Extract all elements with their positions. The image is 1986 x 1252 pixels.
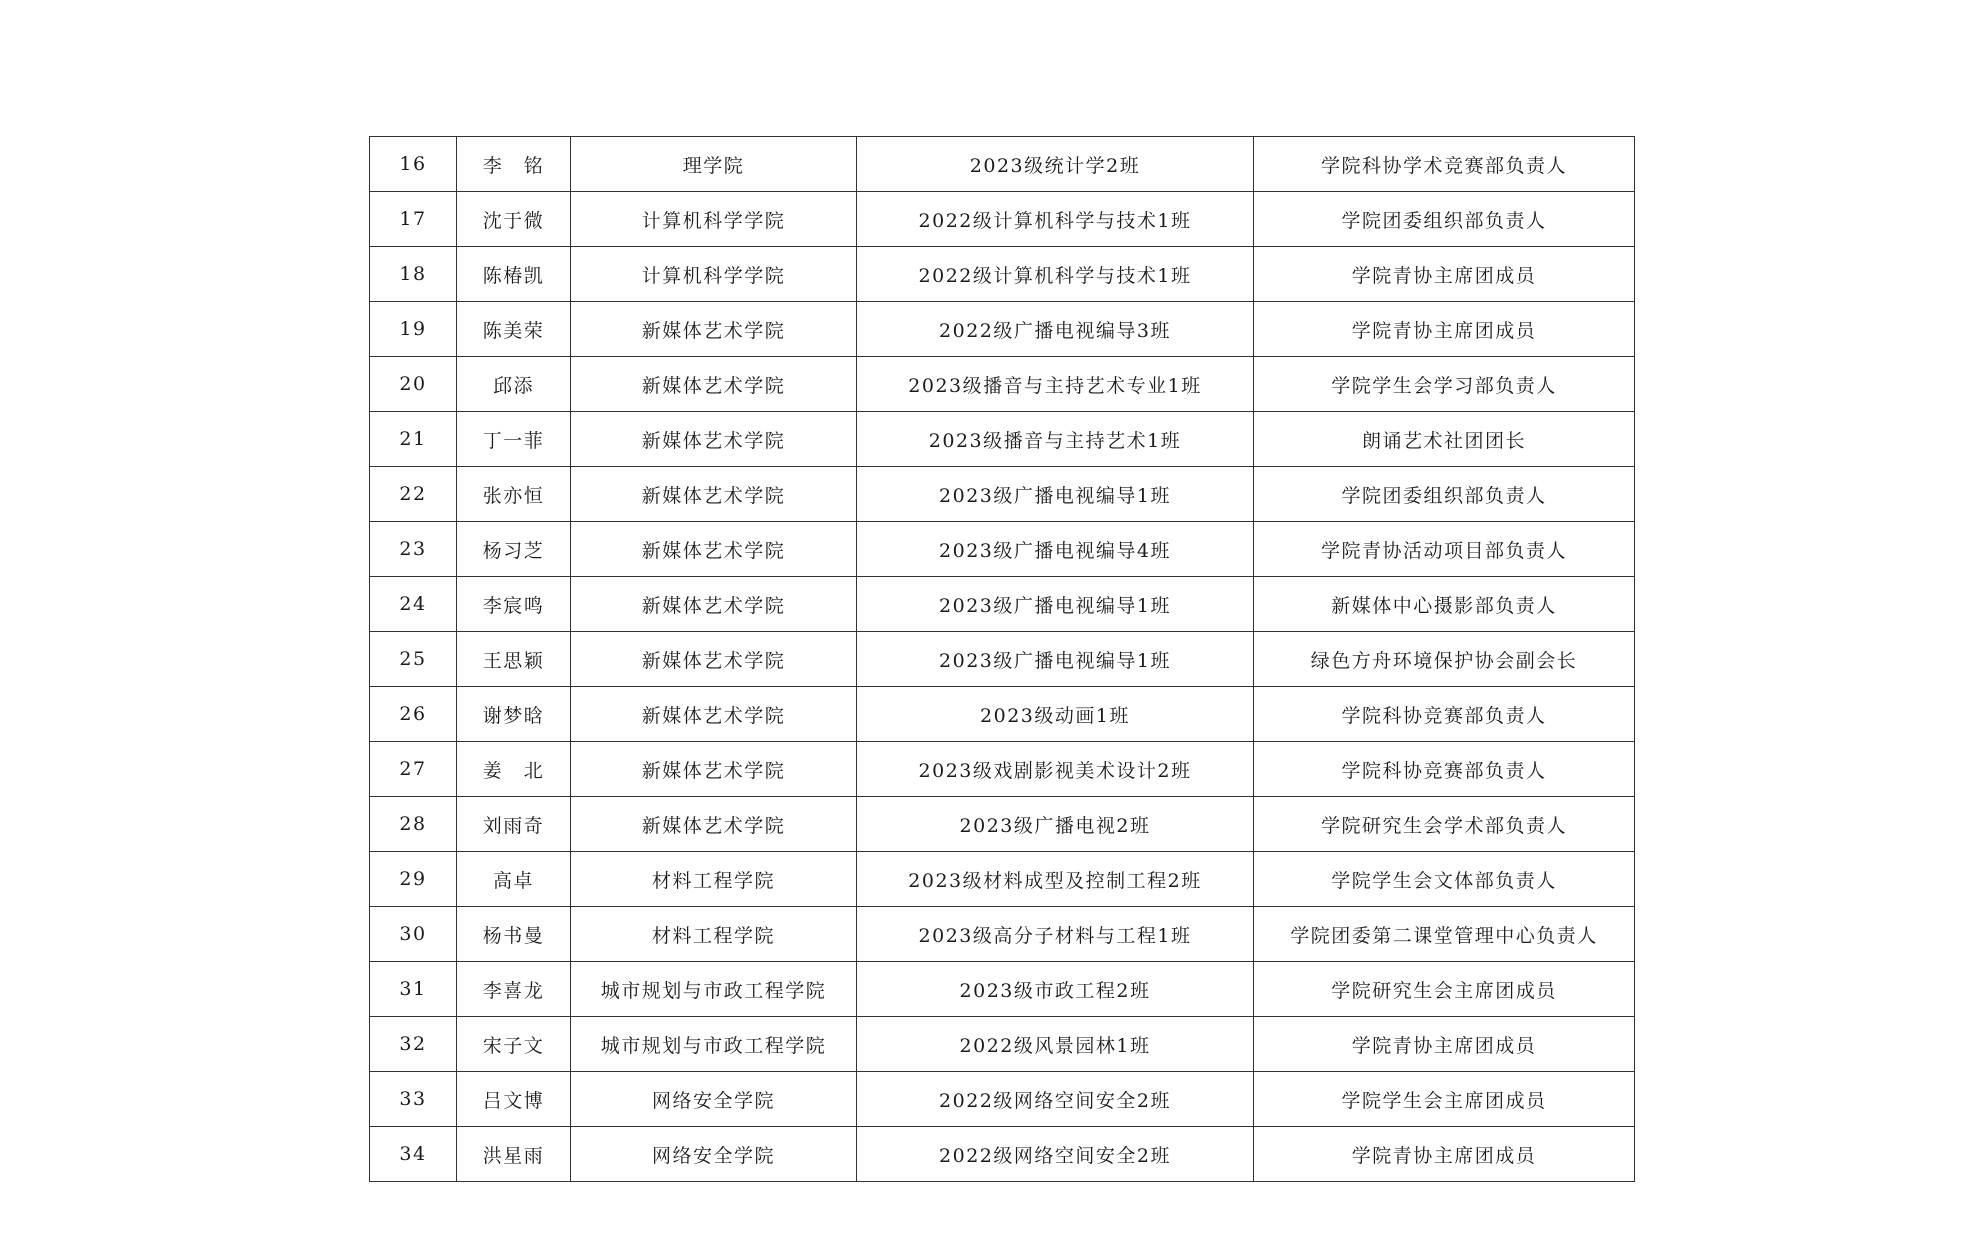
cell-role: 学院研究生会学术部负责人 bbox=[1254, 797, 1635, 852]
cell-name: 张亦恒 bbox=[457, 467, 571, 522]
cell-role: 学院青协主席团成员 bbox=[1254, 1017, 1635, 1072]
table-row bbox=[370, 687, 1635, 742]
roster-table bbox=[369, 136, 1635, 1182]
cell-index: 29 bbox=[370, 852, 457, 907]
table-row bbox=[370, 522, 1635, 577]
cell-class: 2023级播音与主持艺术1班 bbox=[857, 412, 1254, 467]
table-row bbox=[370, 797, 1635, 852]
cell-college: 材料工程学院 bbox=[571, 852, 857, 907]
table-row bbox=[370, 852, 1635, 907]
cell-class: 2022级计算机科学与技术1班 bbox=[857, 247, 1254, 302]
table-row bbox=[370, 467, 1635, 522]
cell-role: 学院学生会学习部负责人 bbox=[1254, 357, 1635, 412]
cell-name: 洪星雨 bbox=[457, 1127, 571, 1182]
cell-college: 新媒体艺术学院 bbox=[571, 467, 857, 522]
cell-college: 新媒体艺术学院 bbox=[571, 742, 857, 797]
cell-college: 新媒体艺术学院 bbox=[571, 687, 857, 742]
cell-class: 2022级广播电视编导3班 bbox=[857, 302, 1254, 357]
cell-name: 吕文博 bbox=[457, 1072, 571, 1127]
cell-name: 李宸鸣 bbox=[457, 577, 571, 632]
cell-class: 2023级广播电视编导1班 bbox=[857, 467, 1254, 522]
cell-class: 2023级统计学2班 bbox=[857, 137, 1254, 192]
cell-college: 新媒体艺术学院 bbox=[571, 797, 857, 852]
cell-college: 城市规划与市政工程学院 bbox=[571, 962, 857, 1017]
cell-index: 19 bbox=[370, 302, 457, 357]
cell-index: 30 bbox=[370, 907, 457, 962]
table-row bbox=[370, 412, 1635, 467]
cell-index: 24 bbox=[370, 577, 457, 632]
cell-role: 学院青协主席团成员 bbox=[1254, 1127, 1635, 1182]
cell-name: 杨书曼 bbox=[457, 907, 571, 962]
cell-college: 新媒体艺术学院 bbox=[571, 577, 857, 632]
cell-class: 2023级广播电视2班 bbox=[857, 797, 1254, 852]
cell-class: 2023级高分子材料与工程1班 bbox=[857, 907, 1254, 962]
cell-name: 杨习芝 bbox=[457, 522, 571, 577]
cell-role: 学院青协活动项目部负责人 bbox=[1254, 522, 1635, 577]
table-row bbox=[370, 1072, 1635, 1127]
cell-role: 学院科协竞赛部负责人 bbox=[1254, 687, 1635, 742]
cell-class: 2022级网络空间安全2班 bbox=[857, 1127, 1254, 1182]
cell-class: 2023级广播电视编导1班 bbox=[857, 577, 1254, 632]
cell-name: 姜 北 bbox=[457, 742, 571, 797]
cell-name: 谢梦晗 bbox=[457, 687, 571, 742]
cell-college: 理学院 bbox=[571, 137, 857, 192]
cell-class: 2022级风景园林1班 bbox=[857, 1017, 1254, 1072]
cell-name: 宋子文 bbox=[457, 1017, 571, 1072]
table-row bbox=[370, 577, 1635, 632]
cell-index: 16 bbox=[370, 137, 457, 192]
cell-college: 新媒体艺术学院 bbox=[571, 357, 857, 412]
cell-class: 2023级动画1班 bbox=[857, 687, 1254, 742]
table-row bbox=[370, 1017, 1635, 1072]
cell-class: 2023级广播电视编导1班 bbox=[857, 632, 1254, 687]
cell-college: 城市规划与市政工程学院 bbox=[571, 1017, 857, 1072]
cell-college: 材料工程学院 bbox=[571, 907, 857, 962]
cell-index: 17 bbox=[370, 192, 457, 247]
cell-college: 计算机科学学院 bbox=[571, 247, 857, 302]
cell-class: 2022级网络空间安全2班 bbox=[857, 1072, 1254, 1127]
table-row bbox=[370, 357, 1635, 412]
cell-index: 25 bbox=[370, 632, 457, 687]
cell-role: 朗诵艺术社团团长 bbox=[1254, 412, 1635, 467]
table-row bbox=[370, 137, 1635, 192]
cell-role: 学院研究生会主席团成员 bbox=[1254, 962, 1635, 1017]
cell-role: 学院青协主席团成员 bbox=[1254, 302, 1635, 357]
cell-index: 27 bbox=[370, 742, 457, 797]
cell-role: 学院学生会文体部负责人 bbox=[1254, 852, 1635, 907]
cell-role: 学院科协学术竞赛部负责人 bbox=[1254, 137, 1635, 192]
cell-college: 网络安全学院 bbox=[571, 1072, 857, 1127]
cell-college: 计算机科学学院 bbox=[571, 192, 857, 247]
cell-index: 28 bbox=[370, 797, 457, 852]
cell-name: 沈于微 bbox=[457, 192, 571, 247]
cell-class: 2023级戏剧影视美术设计2班 bbox=[857, 742, 1254, 797]
cell-index: 22 bbox=[370, 467, 457, 522]
cell-class: 2022级计算机科学与技术1班 bbox=[857, 192, 1254, 247]
cell-college: 新媒体艺术学院 bbox=[571, 522, 857, 577]
table-row bbox=[370, 192, 1635, 247]
cell-name: 邱添 bbox=[457, 357, 571, 412]
cell-index: 33 bbox=[370, 1072, 457, 1127]
cell-class: 2023级材料成型及控制工程2班 bbox=[857, 852, 1254, 907]
cell-index: 18 bbox=[370, 247, 457, 302]
cell-role: 学院团委组织部负责人 bbox=[1254, 467, 1635, 522]
cell-index: 20 bbox=[370, 357, 457, 412]
cell-role: 学院科协竞赛部负责人 bbox=[1254, 742, 1635, 797]
cell-class: 2023级市政工程2班 bbox=[857, 962, 1254, 1017]
cell-index: 26 bbox=[370, 687, 457, 742]
cell-name: 陈椿凯 bbox=[457, 247, 571, 302]
cell-role: 学院团委第二课堂管理中心负责人 bbox=[1254, 907, 1635, 962]
cell-role: 新媒体中心摄影部负责人 bbox=[1254, 577, 1635, 632]
cell-index: 31 bbox=[370, 962, 457, 1017]
cell-class: 2023级广播电视编导4班 bbox=[857, 522, 1254, 577]
cell-college: 新媒体艺术学院 bbox=[571, 412, 857, 467]
cell-name: 陈美荣 bbox=[457, 302, 571, 357]
table-row bbox=[370, 742, 1635, 797]
cell-college: 网络安全学院 bbox=[571, 1127, 857, 1182]
cell-name: 丁一菲 bbox=[457, 412, 571, 467]
cell-index: 21 bbox=[370, 412, 457, 467]
cell-name: 高卓 bbox=[457, 852, 571, 907]
table-row bbox=[370, 302, 1635, 357]
cell-index: 34 bbox=[370, 1127, 457, 1182]
cell-college: 新媒体艺术学院 bbox=[571, 632, 857, 687]
cell-index: 23 bbox=[370, 522, 457, 577]
cell-name: 王思颖 bbox=[457, 632, 571, 687]
cell-class: 2023级播音与主持艺术专业1班 bbox=[857, 357, 1254, 412]
table-row bbox=[370, 907, 1635, 962]
cell-role: 学院青协主席团成员 bbox=[1254, 247, 1635, 302]
table-row bbox=[370, 247, 1635, 302]
cell-index: 32 bbox=[370, 1017, 457, 1072]
roster-table-body bbox=[370, 137, 1635, 1182]
cell-name: 刘雨奇 bbox=[457, 797, 571, 852]
table-row bbox=[370, 1127, 1635, 1182]
cell-role: 学院学生会主席团成员 bbox=[1254, 1072, 1635, 1127]
table-row bbox=[370, 962, 1635, 1017]
table-row bbox=[370, 632, 1635, 687]
cell-role: 绿色方舟环境保护协会副会长 bbox=[1254, 632, 1635, 687]
cell-name: 李 铭 bbox=[457, 137, 571, 192]
cell-role: 学院团委组织部负责人 bbox=[1254, 192, 1635, 247]
cell-name: 李喜龙 bbox=[457, 962, 571, 1017]
cell-college: 新媒体艺术学院 bbox=[571, 302, 857, 357]
